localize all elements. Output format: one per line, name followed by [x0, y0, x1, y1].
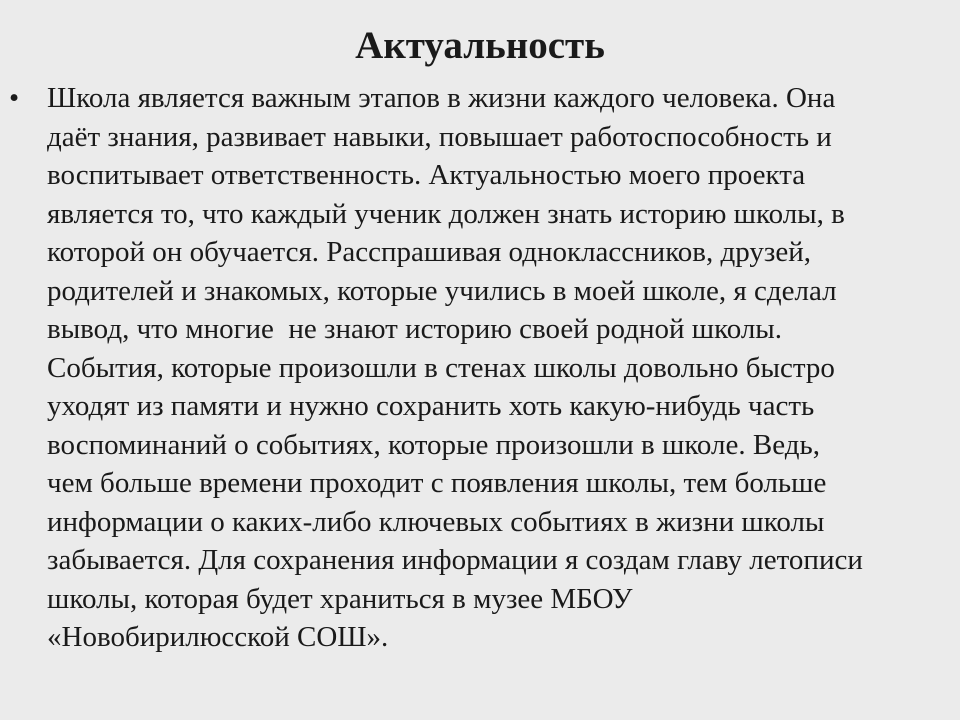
- paragraph-line: родителей и знакомых, которые учились в моей школе, я сделал: [47, 274, 837, 307]
- paragraph-line: воспоминаний о событиях, которые произошли в школе. Ведь,: [47, 428, 820, 461]
- bullet-list: [0, 79, 960, 657]
- paragraph-line: уходят из памяти и нужно сохранить хоть какую-нибудь часть: [47, 390, 815, 422]
- paragraph-line: которой он обучается. Расспрашивая одноклассников, друзей,: [47, 236, 811, 268]
- paragraph-line: вывод, что многие не знают историю своей родной школы.: [47, 313, 783, 345]
- paragraph-line: воспитывает ответственность. Актуальностью моего проекта: [47, 159, 806, 191]
- paragraph-line: Школа является важным этапов в жизни каждого человека. Она: [47, 82, 836, 114]
- paragraph-line: является то, что каждый ученик должен знать историю школы, в: [47, 197, 845, 230]
- body-paragraph: [0, 79, 960, 657]
- paragraph-line: школы, которая будет храниться в музее МБОУ: [47, 582, 633, 615]
- paragraph-line: События, которые произошли в стенах школы довольно быстро: [47, 351, 835, 384]
- bullet-icon: •: [9, 82, 20, 114]
- slide-title: Актуальность: [355, 24, 605, 67]
- paragraph-line: чем больше времени проходит с появления школы, тем больше: [47, 467, 827, 499]
- bullet-item: [0, 79, 960, 657]
- paragraph-line: забывается. Для сохранения информации я создам главу летописи: [47, 544, 863, 576]
- paragraph-line: информации о каких-либо ключевых событиях в жизни школы: [47, 505, 825, 538]
- paragraph-line: даёт знания, развивает навыки, повышает работоспособность и: [47, 120, 832, 153]
- paragraph-line: «Новобирилюсской СОШ».: [47, 621, 389, 653]
